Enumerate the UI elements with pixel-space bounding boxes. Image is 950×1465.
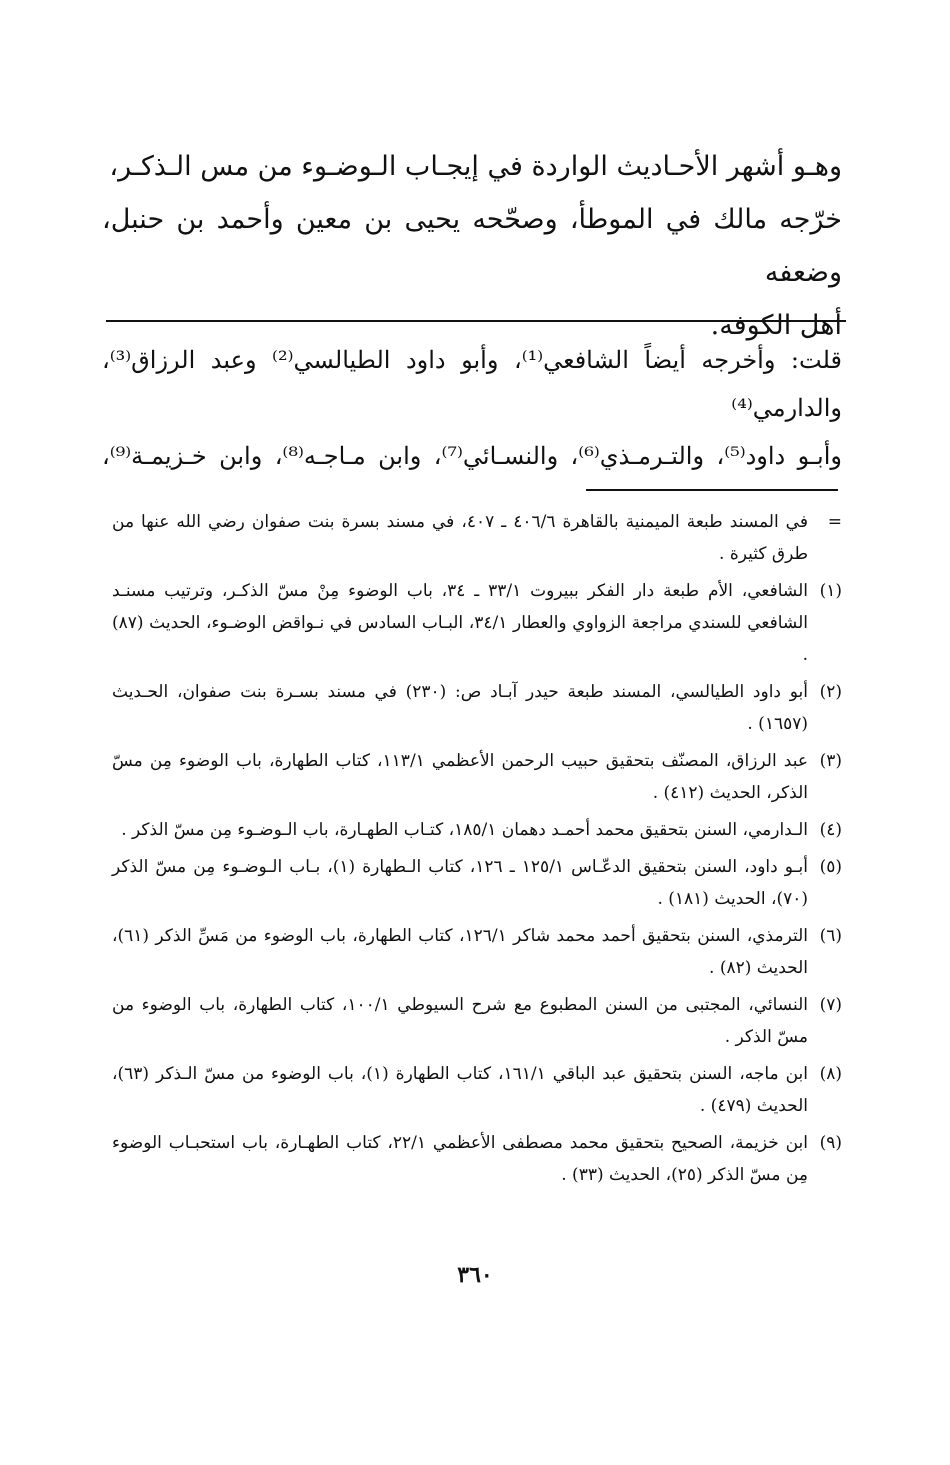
footnote-number: (٨) xyxy=(819,1064,842,1084)
main-line: وهـو أشهر الأحـاديث الواردة في إيجـاب الـوضـوء من مس الـذكـر، xyxy=(109,151,842,182)
footnote-number: (١) xyxy=(819,581,842,601)
footnote-text: ابن خزيمة، الصحيح بتحقيق محمد مصطفى الأعظمي ٢٢/١، كتاب الطهـارة، باب استحبـاب الوضوء مِن مسّ الذكر (٢٥)، الحديث (٣٣) . xyxy=(112,1133,808,1185)
footnote-item xyxy=(112,1058,842,1122)
footnote-text: عبد الرزاق، المصنّف بتحقيق حبيب الرحمن الأعظمي ١١٣/١، كتاب الطهارة، باب الوضوء مِن مسّ الذكر، الحديث (٤١٢) . xyxy=(112,751,809,803)
footnote-item xyxy=(112,676,842,740)
footnote-number: (٤) xyxy=(819,820,842,840)
footnote-item xyxy=(112,814,842,846)
commentary-line: وأبـو داود⁽⁵⁾، والتـرمـذي⁽⁶⁾، والنسـائي⁽⁷⁾، وابن مـاجـه⁽⁸⁾، وابن خـزيمـة⁽⁹⁾، xyxy=(102,442,842,470)
footnote-text: النسائي، المجتبى من السنن المطبوع مع شرح السيوطي ١٠٠/١، كتاب الطهارة، باب الوضوء من مسّ الذكر . xyxy=(112,995,808,1047)
footnote-number: (٧) xyxy=(819,995,842,1015)
footnote-number: (٣) xyxy=(819,751,842,771)
footnote-number: = xyxy=(827,512,842,532)
footnote-separator xyxy=(586,489,838,491)
main-line: خرّجه مالك في الموطأ، وصحّحه يحيى بن معين وأحمد بن حنبل، وضعفه xyxy=(102,204,842,288)
footnote-item xyxy=(112,920,842,984)
footnote-continuation xyxy=(112,506,842,570)
footnote-number: (٦) xyxy=(819,926,842,946)
footnote-text: ابن ماجه، السنن بتحقيق عبد الباقي ١٦١/١، كتاب الطهارة (١)، باب الوضوء من مسّ الـذكر (٦٣)، الحديث (٤٧٩) . xyxy=(112,1064,808,1116)
footnote-text: الشافعي، الأم طبعة دار الفكر ببيروت ٣٣/١ ـ ٣٤، باب الوضوء مِنْ مسّ الذكـر، وترتيب مسنـد الشافعي للسندي مراجعة الزواوي والعطار ٣٤/١، البـاب السادس في نـواقض الوضـوء، الحديث (٨٧) . xyxy=(112,581,808,665)
footnote-text: في المسند طبعة الميمنية بالقاهرة ٤٠٦/٦ ـ ٤٠٧، في مسند بسرة بنت صفوان رضي الله عنها من طرق كثيرة . xyxy=(112,512,808,564)
commentary-line: قلت: وأخرجه أيضاً الشافعي⁽¹⁾، وأبو داود الطيالسي⁽²⁾ وعبد الرزاق⁽³⁾، والدارمي⁽⁴⁾ xyxy=(102,346,843,422)
footnote-text: الترمذي، السنن بتحقيق أحمد محمد شاكر ١٢٦/١، كتاب الطهارة، باب الوضوء من مَسِّ الذكر (٦١)، الحديث (٨٢) . xyxy=(112,926,808,978)
main-line: أهل الكوفة. xyxy=(710,310,842,341)
footnote-item xyxy=(112,851,842,915)
footnote-text: أبـو داود، السنن بتحقيق الدعّـاس ١٢٥/١ ـ ١٢٦، كتاب الـطهارة (١)، بـاب الـوضـوء مِن مسّ الذكر (٧٠)، الحديث (١٨١) . xyxy=(112,857,808,909)
commentary-paragraph xyxy=(102,336,842,480)
footnote-item xyxy=(112,745,842,809)
footnote-item xyxy=(112,575,842,671)
section-divider xyxy=(106,320,846,322)
footnote-number: (٢) xyxy=(819,682,842,702)
footnote-number: (٥) xyxy=(819,857,842,877)
footnote-number: (٩) xyxy=(819,1133,842,1153)
footnote-item xyxy=(112,989,842,1053)
footnote-item xyxy=(112,1127,842,1191)
page-number: ٣٦٠ xyxy=(457,1262,493,1288)
footnotes-list xyxy=(112,506,842,1196)
footnote-text: أبو داود الطيالسي، المسند طبعة حيدر آبـاد ص: (٢٣٠) في مسند بسـرة بنت صفوان، الحـديث (١٦٥٧) . xyxy=(112,682,808,734)
footnote-text: الـدارمي، السنن بتحقيق محمد أحمـد دهمان ١٨٥/١، كتـاب الطهـارة، باب الـوضـوء مِن مسّ الذكر . xyxy=(121,820,808,840)
